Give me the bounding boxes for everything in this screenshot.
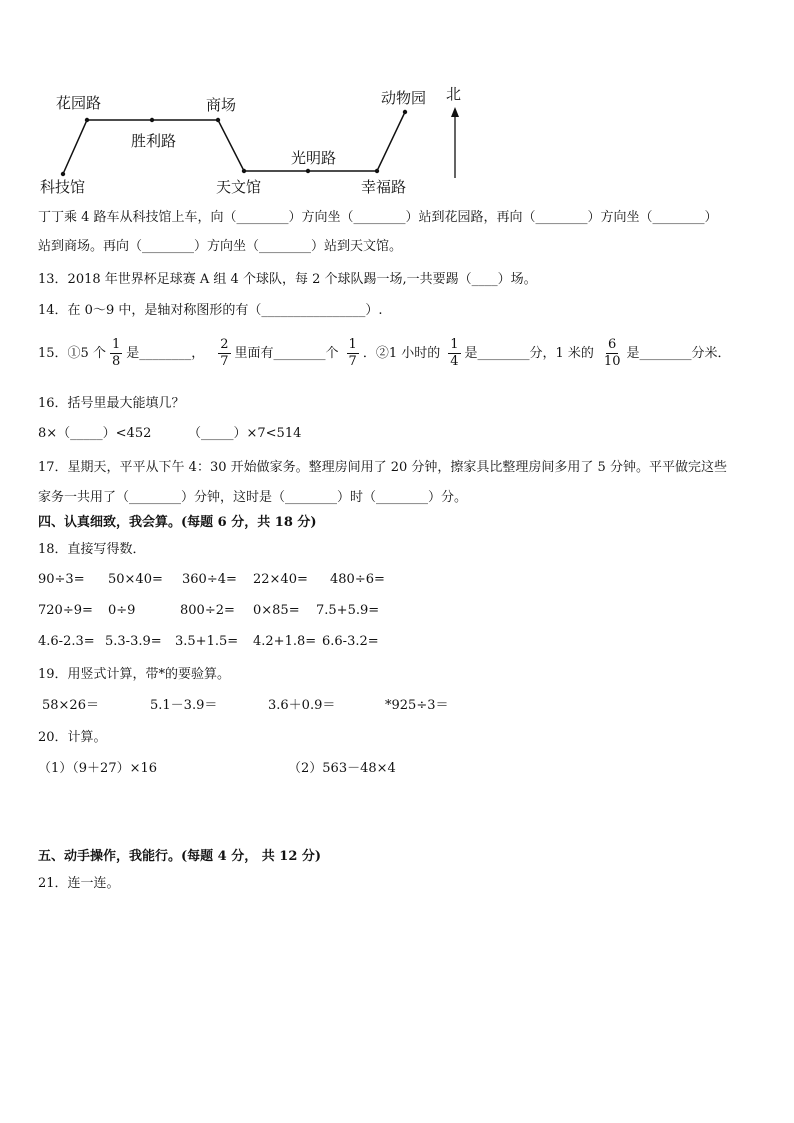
q18-r3-c3: 3.5+1.5=: [175, 634, 239, 649]
q16-title: 16．括号里最大能填几？: [38, 396, 185, 411]
map-label-observatory: 天文馆: [216, 178, 262, 196]
map-label-guangming-road: 光明路: [291, 149, 337, 167]
fraction-1-7: $\frac{1}{7}$: [348, 337, 357, 369]
q18-r1-c1: 90÷3=: [38, 572, 85, 587]
question-15: [38, 337, 730, 370]
q15-part-3: 里面有________个: [234, 345, 339, 361]
map-label-science-museum: 科技馆: [40, 178, 86, 196]
q16-item-b: （_____）×7<514: [188, 426, 302, 441]
q15-part-6: 是________分米．: [626, 345, 731, 361]
map-label-market: 商场: [206, 96, 237, 114]
map-label-north: 北: [446, 85, 462, 103]
stop-dot: [150, 118, 154, 122]
q19-item-1: 58×26＝: [42, 698, 99, 713]
q20-item-1: （1）（9＋27）×16: [38, 761, 158, 776]
stop-dot: [85, 118, 89, 122]
q18-r1-c5: 480÷6=: [330, 572, 385, 587]
q19-item-4: *925÷3＝: [385, 698, 449, 713]
q18-r3-c5: 6.6-3.2=: [322, 634, 379, 649]
map-label-xingfu-road: 幸福路: [361, 178, 407, 196]
q18-r3-c4: 4.2+1.8=: [253, 634, 317, 649]
q19-item-3: 3.6＋0.9＝: [268, 698, 336, 713]
q18-r1-c2: 50×40=: [108, 572, 163, 587]
q17-line-1: 17．星期天，平平从下午 4：30 开始做家务。整理房间用了 20 分钟，擦家具比整理房间多用了 5 分钟。平平做完这些: [38, 460, 727, 475]
q12-line-2: 站到商场。再向（________）方向坐（________）站到天文馆。: [38, 239, 403, 254]
q18-title: 18．直接写得数．: [38, 542, 146, 557]
route-line: [63, 112, 405, 174]
q18-r3-c1: 4.6-2.3=: [38, 634, 95, 649]
map-label-victory-road: 胜利路: [131, 132, 177, 150]
section-4-heading: 四、认真细致，我会算。(每题 6 分，共 18 分): [38, 515, 317, 530]
stop-dot: [306, 169, 310, 173]
stop-dot: [242, 169, 246, 173]
q15-part-2: 是________，: [126, 345, 205, 361]
q15-part-4: ．②1 小时的: [362, 345, 441, 361]
q18-r2-c1: 720÷9=: [38, 603, 93, 618]
fraction-2-7: $\frac{2}{7}$: [220, 337, 229, 369]
q18-r1-c4: 22×40=: [253, 572, 308, 587]
q16-item-a: 8×（_____）<452: [38, 426, 152, 441]
q18-r2-c2: 0÷9: [108, 603, 136, 618]
question-13: 13．2018 年世界杯足球赛 A 组 4 个球队，每 2 个球队踢一场,一共要踢（____）场。: [38, 272, 537, 287]
map-label-garden-road: 花园路: [56, 94, 102, 112]
fraction-1-8: $\frac{1}{8}$: [111, 337, 121, 369]
stop-dot: [216, 118, 220, 122]
q18-r1-c3: 360÷4=: [182, 572, 237, 587]
q18-r2-c3: 800÷2=: [180, 603, 235, 618]
stop-dot: [375, 169, 379, 173]
q18-r3-c2: 5.3-3.9=: [105, 634, 162, 649]
q19-title: 19．用竖式计算，带*的要验算。: [38, 667, 231, 682]
q15-part-5: 是________分，1 米的: [464, 345, 594, 361]
fraction-1-4: $\frac{1}{4}$: [450, 337, 459, 369]
q18-r2-c4: 0×85=: [253, 603, 300, 618]
question-21: 21．连一连。: [38, 876, 120, 891]
q12-line-1: 丁丁乘 4 路车从科技馆上车，向（________）方向坐（________）站到花园路，再向（________）方向坐（________）: [38, 210, 718, 225]
stop-dot: [403, 110, 407, 114]
map-label-zoo: 动物园: [381, 89, 427, 107]
q20-title: 20．计算。: [38, 730, 107, 745]
fraction-6-10: $\frac{6}{10}$: [603, 337, 621, 369]
q17-line-2: 家务一共用了（________）分钟，这时是（________）时（________）分。: [38, 490, 468, 505]
q15-part-1: 15．①5 个: [38, 345, 106, 361]
q19-item-2: 5.1－3.9＝: [150, 698, 218, 713]
q18-r2-c5: 7.5+5.9=: [316, 603, 380, 618]
q20-item-2: （2）563－48×4: [288, 761, 396, 776]
north-arrow-head: [451, 107, 459, 117]
question-14: 14．在 0～9 中，是轴对称图形的有（________________）.: [38, 303, 383, 318]
section-5-heading: 五、动手操作，我能行。(每题 4 分， 共 12 分): [38, 849, 322, 864]
